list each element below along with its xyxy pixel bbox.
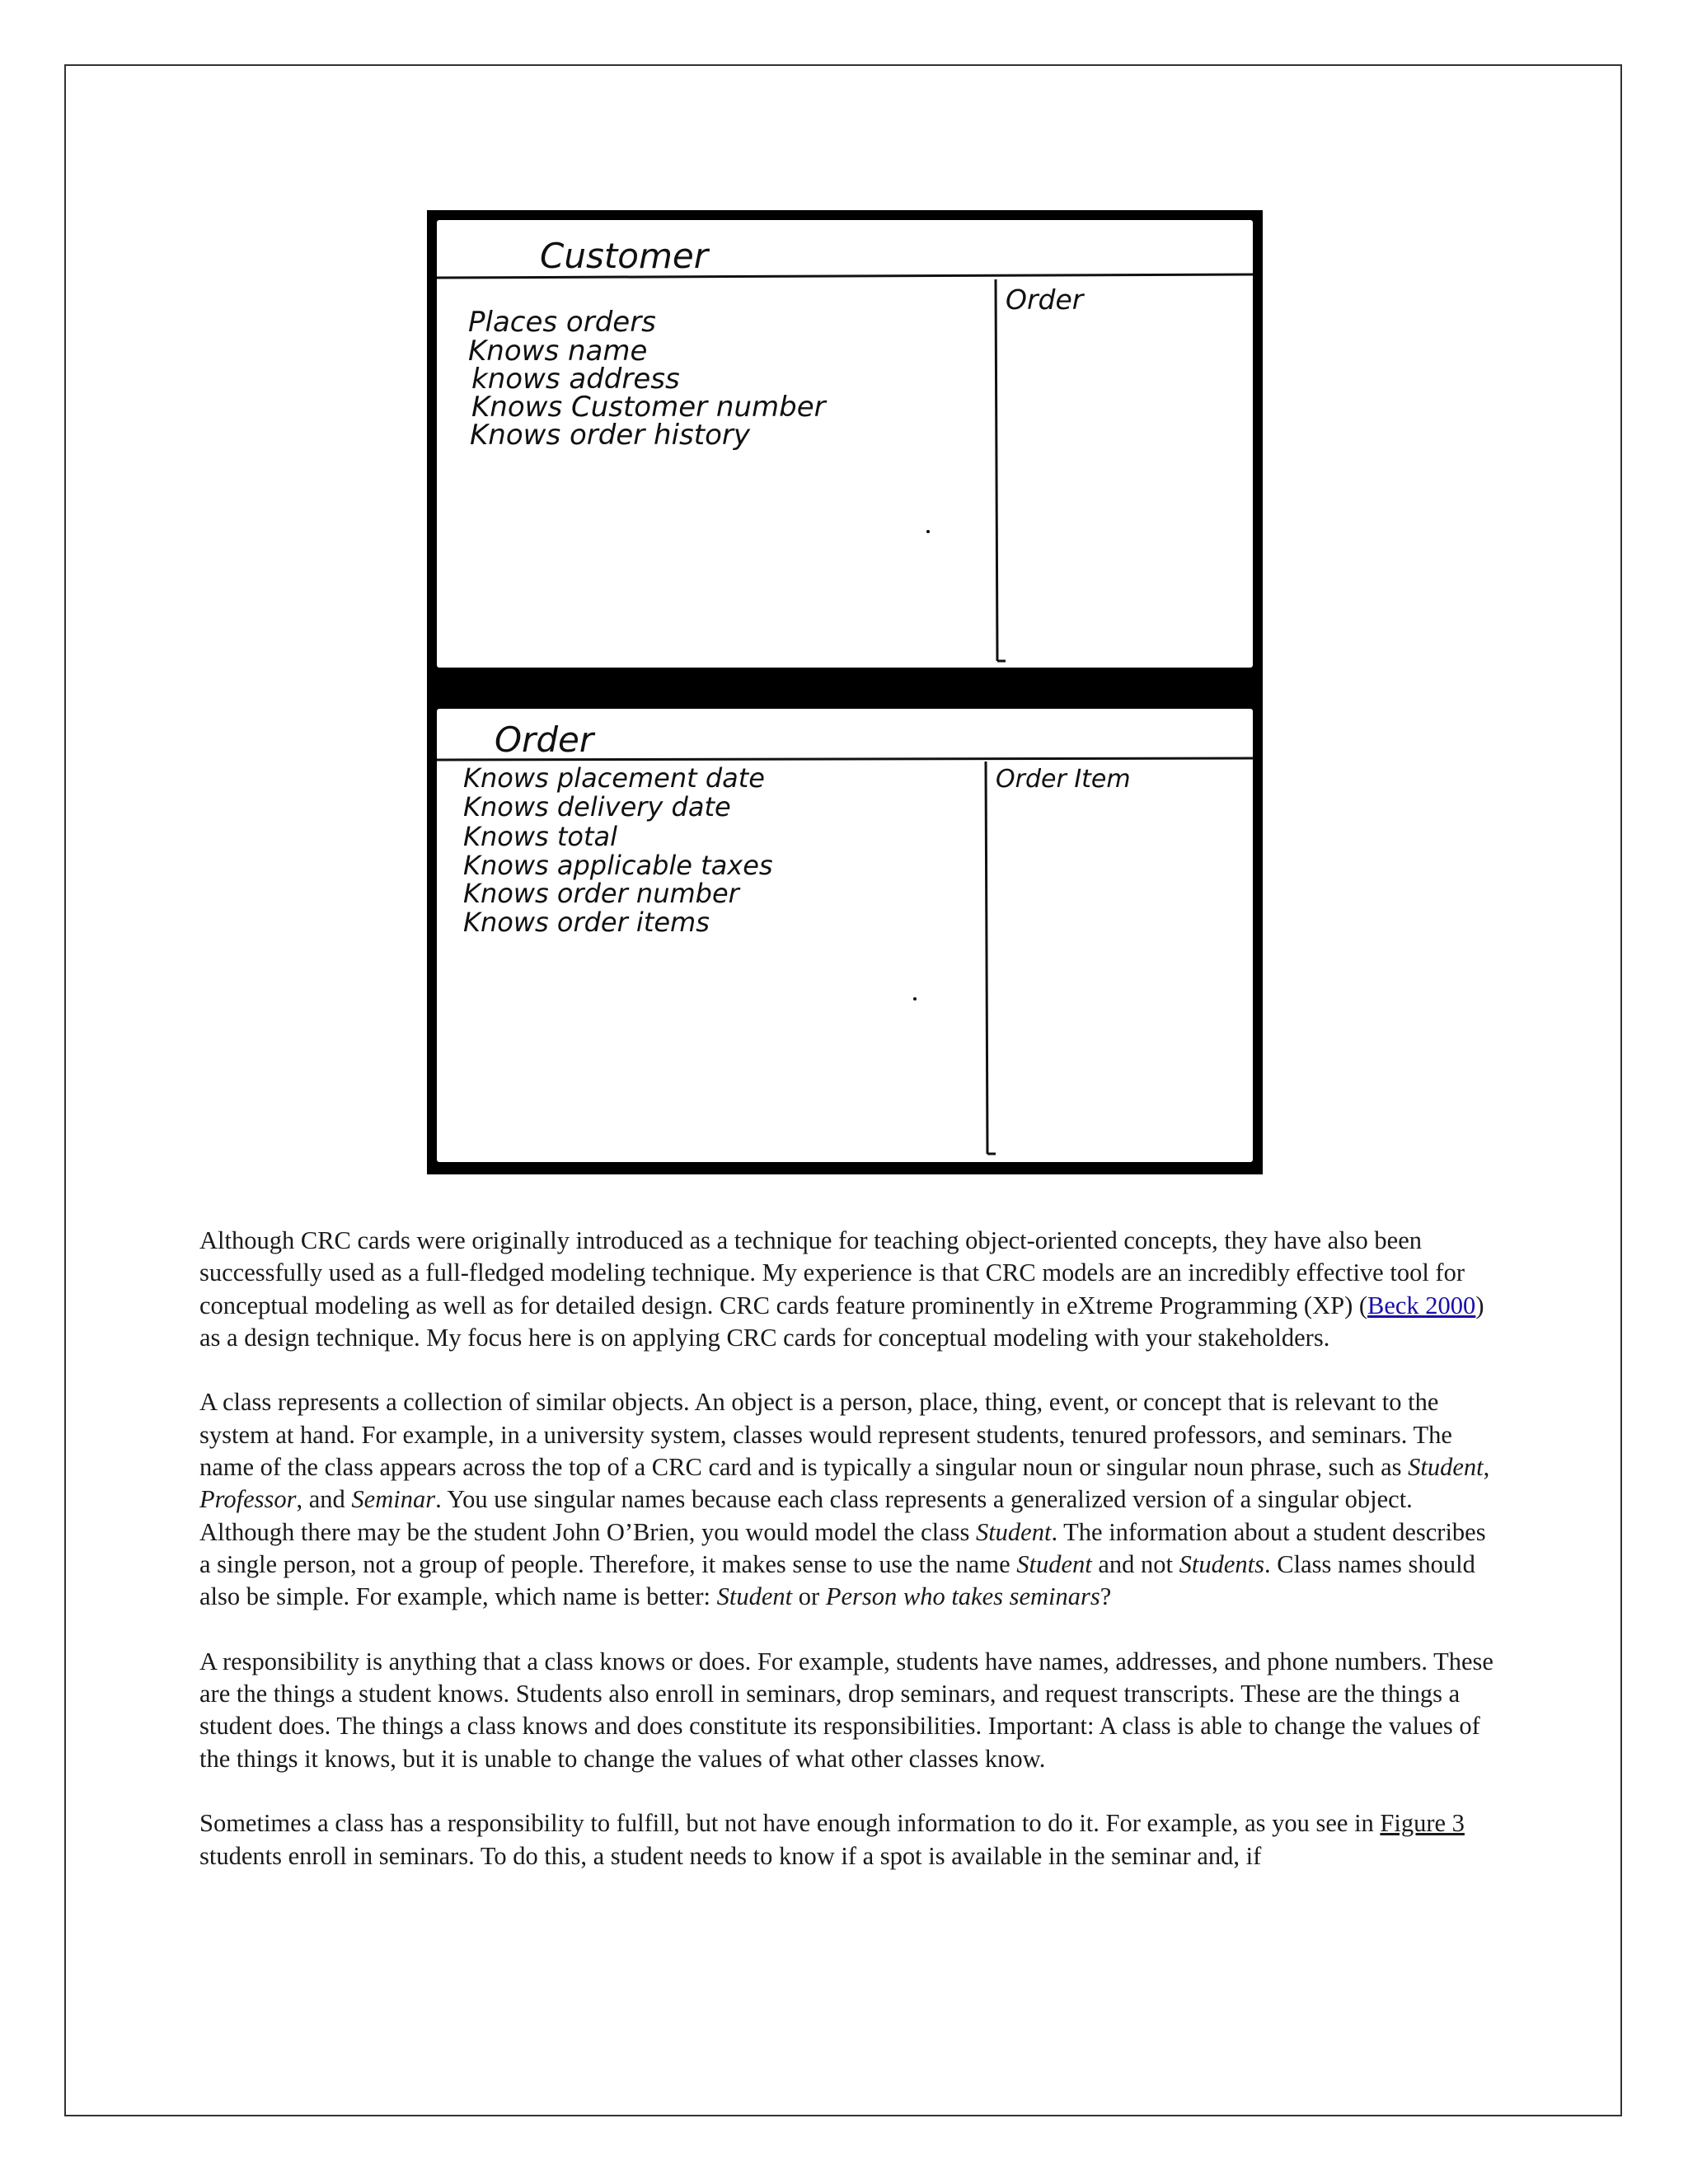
- paragraph-crc-intro: Although CRC cards were originally introduced as a technique for teaching object-oriented concepts, they have also been successfully used as a full-fledged modeling technique. My experience is that CRC models are an incredibly effective tool for conceptual modeling as well as for detailed design. CRC cards feature prominently in eXtreme Programming (XP) (Beck 2000) as a design technique. My focus here is on applying CRC cards for conceptual modeling with your stakeholders.: [199, 1226, 1484, 1352]
- article-body: [199, 1225, 1502, 1905]
- paragraph-class-definition: A class represents a collection of similar objects. An object is a person, place, thing, event, or concept that is relevant to the system at hand. For example, in a university system, classes would represent students, tenured professors, and seminars. The name of the class appears across the top of a CRC card and is typically a singular noun or singular noun phrase, such as Student, Professor, and Seminar. You use singular names because each class represents a generalized version of a singular object. Although there may be the student John O’Brien, you would model the class Student. The information about a student describes a single person, not a group of people. Therefore, it makes sense to use the name Student and not Students. Class names should also be simple. For example, which name is better: Student or Person who takes seminars?: [199, 1388, 1490, 1611]
- card-responsibility: Knows name: [468, 335, 648, 368]
- card-collaborator: Order Item: [996, 765, 1131, 794]
- crc-card-order: [437, 709, 1253, 1162]
- crc-cards-figure: [427, 210, 1263, 1174]
- figure-3-link[interactable]: Figure 3: [1380, 1809, 1465, 1838]
- card-responsibility: Knows applicable taxes: [463, 850, 773, 881]
- card-responsibility: Knows placement date: [463, 762, 765, 794]
- card-responsibility: knows address: [471, 363, 680, 396]
- card-responsibility: Knows total: [463, 821, 618, 852]
- card-responsibility: Knows order history: [470, 419, 750, 452]
- card-class-name: Order: [495, 719, 594, 760]
- card-collaborator: Order: [1006, 284, 1084, 316]
- card-responsibility: Knows Customer number: [471, 391, 826, 424]
- card-class-name: Customer: [540, 236, 709, 276]
- card-responsibility: Places orders: [468, 306, 656, 339]
- crc-card-customer: [437, 220, 1253, 668]
- paragraph-collaboration: Sometimes a class has a responsibility to fulfill, but not have enough information to do it. For example, as you see in Figure 3 students enroll in seminars. To do this, a student needs to know if a spot is available in the seminar and, if: [199, 1809, 1465, 1870]
- card-responsibility: Knows order items: [463, 907, 710, 938]
- paragraph-responsibility: A responsibility is anything that a class knows or does. For example, students have names, addresses, and phone numbers. These are the things a student knows. Students also enroll in seminars, drop seminars, and request transcripts. These are the things a student does. The things a class knows and does constitute its responsibilities. Important: A class is able to change the values of the things it knows, but it is unable to change the values of what other classes know.: [199, 1647, 1493, 1773]
- beck-2000-link[interactable]: Beck 2000: [1367, 1291, 1476, 1319]
- card-responsibility: Knows order number: [463, 878, 739, 909]
- card-responsibility: Knows delivery date: [463, 791, 731, 823]
